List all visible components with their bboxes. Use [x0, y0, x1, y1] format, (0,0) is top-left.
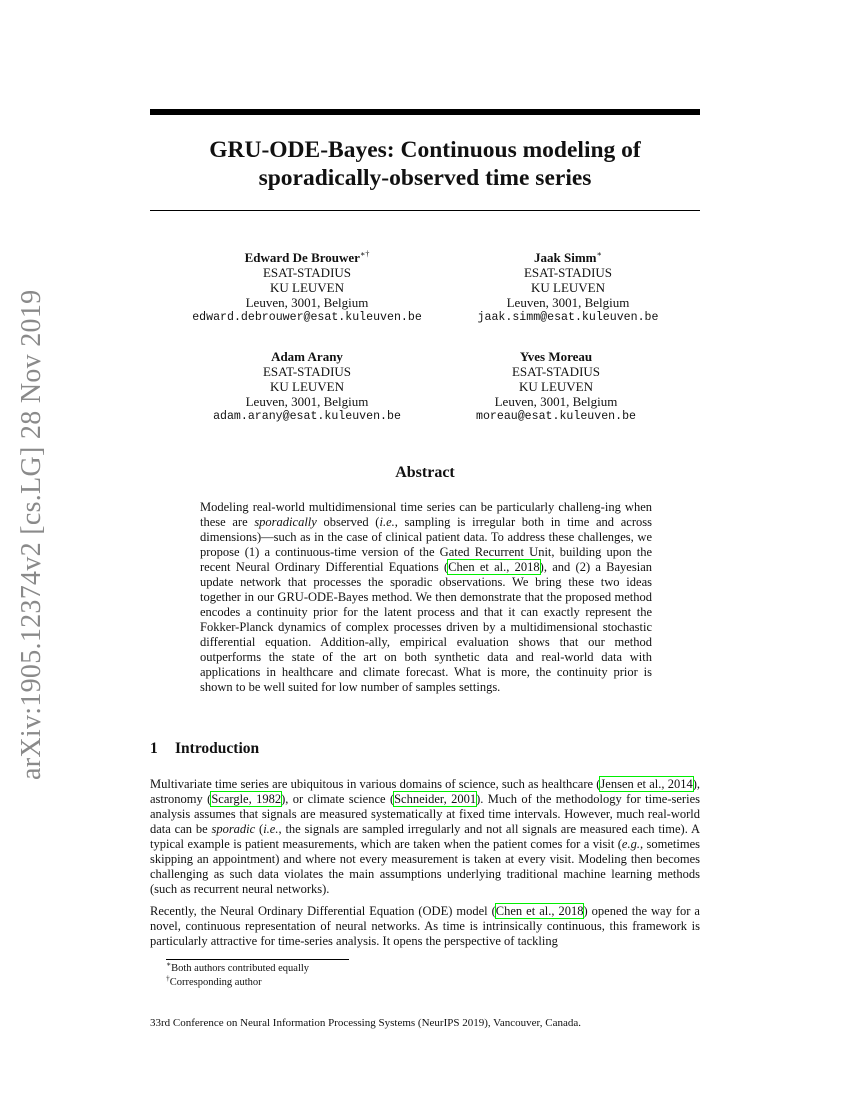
- arxiv-stamp: arXiv:1905.12374v2 [cs.LG] 28 Nov 2019: [16, 289, 47, 780]
- title-line-1: GRU-ODE-Bayes: Continuous modeling of: [209, 137, 641, 163]
- author-name: Adam Arany: [271, 349, 343, 364]
- footnote-text: Corresponding author: [169, 977, 262, 988]
- author-institution: KU LEUVEN: [530, 280, 605, 295]
- author-institution: KU LEUVEN: [518, 379, 593, 394]
- author-block: [418, 250, 718, 325]
- author-institution: KU LEUVEN: [269, 379, 344, 394]
- footnote: [166, 973, 262, 989]
- abstract-emphasis: sporadically: [254, 515, 317, 529]
- abstract-body: [200, 500, 652, 695]
- footnote-rule: [166, 959, 349, 960]
- author-affiliation: ESAT-STADIUS: [262, 364, 352, 379]
- title-top-rule: [150, 109, 700, 115]
- author-email[interactable]: edward.debrouwer@esat.kuleuven.be: [192, 311, 422, 324]
- author-block: [157, 250, 457, 325]
- citation-link[interactable]: Chen et al., 2018: [448, 560, 540, 574]
- title-bottom-rule: [150, 210, 700, 211]
- paper-title: [150, 136, 700, 192]
- body-text: Multivariate time series are ubiquitous in various domains of science, such as healthcare (: [150, 777, 601, 791]
- footnote-mark: †: [166, 973, 170, 983]
- citation-link[interactable]: Scargle, 1982: [211, 792, 282, 806]
- body-emphasis: sporadic: [211, 822, 256, 836]
- section-heading: [150, 740, 259, 758]
- intro-paragraph-1: [150, 777, 700, 897]
- body-emphasis: i.e.: [263, 822, 279, 836]
- author-address: Leuven, 3001, Belgium: [494, 394, 618, 409]
- abstract-text: , sampling is irregular both in time and across dimensions)—such as in the case of clinical patient data. To address these challenges, we propose (1) a continuous-time version of the Gated Recurrent Unit, building upon the recent Neural Ordinary Differential Equations (: [200, 515, 652, 574]
- body-text: sometimes skipping an appointment) and where not every measurement is taken at every visit. Modeling then becomes challenging as such data violates the main assumptions underlying traditional machine learning methods (such as recurrent neural networks).: [150, 837, 700, 896]
- footnote-mark: ∗: [166, 959, 172, 969]
- body-text: Recently, the Neural Ordinary Differential Equation (ODE) model (: [150, 904, 496, 918]
- abstract-text: Modeling real-world multidimensional time series can be particularly challeng-ing when these are: [200, 500, 652, 529]
- body-text: ). Much of the methodology for time-series analysis assumes that signals are measured systematically at fixed time intervals. However, much real-world data can be: [150, 792, 700, 836]
- body-text: ), astronomy (: [150, 777, 700, 806]
- section-number: 1: [150, 740, 158, 757]
- author-affiliation: ESAT-STADIUS: [523, 265, 613, 280]
- footnote-text: Both authors contributed equally: [171, 963, 310, 974]
- author-mark: ∗†: [359, 249, 370, 259]
- citation-link[interactable]: Schneider, 2001: [394, 792, 477, 806]
- body-emphasis: e.g.,: [621, 837, 644, 851]
- author-email[interactable]: adam.arany@esat.kuleuven.be: [213, 410, 401, 423]
- author-email[interactable]: jaak.simm@esat.kuleuven.be: [477, 311, 659, 324]
- author-block: [406, 349, 706, 424]
- section-title: Introduction: [175, 740, 260, 757]
- author-email[interactable]: moreau@esat.kuleuven.be: [475, 410, 637, 423]
- author-affiliation: ESAT-STADIUS: [511, 364, 601, 379]
- author-mark: ∗: [596, 249, 602, 259]
- abstract-emphasis: i.e.: [379, 515, 395, 529]
- author-affiliation: ESAT-STADIUS: [262, 265, 352, 280]
- body-text: , the signals are sampled irregularly and not all signals are measured each time). A typical example is patient measurements, which are taken when the patient comes for a visit (: [150, 822, 700, 851]
- title-line-2: sporadically-observed time series: [258, 165, 592, 191]
- author-name: Yves Moreau: [519, 349, 593, 364]
- citation-link[interactable]: Chen et al., 2018: [495, 904, 584, 918]
- author-address: Leuven, 3001, Belgium: [506, 295, 630, 310]
- body-text: ) opened the way for a novel, continuous representation of neural networks. As time is intrinsically continuous, this framework is particularly attractive for time-series analysis. It opens the perspective of tackling: [150, 904, 700, 948]
- body-text: ), or climate science (: [281, 792, 395, 806]
- author-address: Leuven, 3001, Belgium: [245, 394, 369, 409]
- author-institution: KU LEUVEN: [269, 280, 344, 295]
- footnote: [166, 959, 310, 975]
- citation-link[interactable]: Jensen et al., 2014: [600, 777, 693, 791]
- author-name: Jaak Simm: [534, 250, 597, 265]
- abstract-text: ), and (2) a Bayesian update network that processes the sporadic observations. We bring these two ideas together in our GRU-ODE-Bayes method. We then demonstrate that the proposed method encodes a continuity prior for the latent process and that it can exactly represent the Fokker-Planck dynamics of complex processes driven by a multidimensional stochastic differential equation. Addition-ally, empirical evaluation shows that our method outperforms the state of the art on both synthetic data and real-world data with applications in healthcare and climate forecast. What is more, the continuity prior is shown to be well suited for low number of samples settings.: [200, 560, 652, 694]
- author-address: Leuven, 3001, Belgium: [245, 295, 369, 310]
- body-text: (: [255, 822, 264, 836]
- abstract-text: observed (: [316, 515, 380, 529]
- abstract-heading: Abstract: [395, 464, 455, 481]
- conference-note: 33rd Conference on Neural Information Processing Systems (NeurIPS 2019), Vancouver, Canada.: [150, 1017, 582, 1029]
- author-name: Edward De Brouwer: [244, 250, 360, 265]
- intro-paragraph-2: [150, 904, 700, 949]
